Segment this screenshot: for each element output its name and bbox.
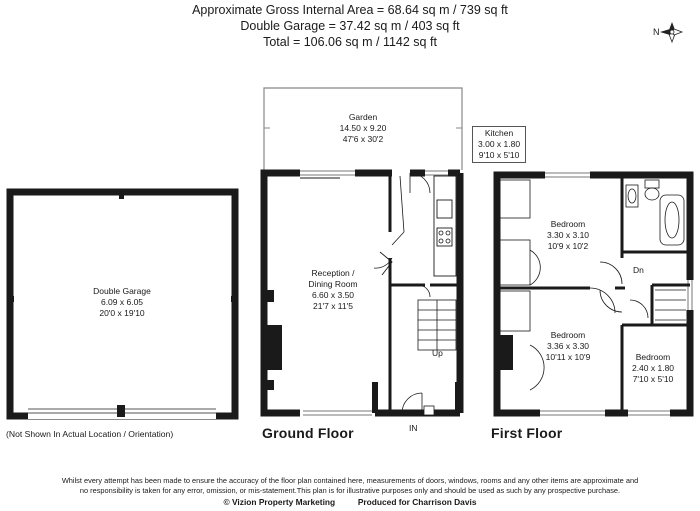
garden-metric: 14.50 x 9.20 [339,123,387,133]
reception-metric: 6.60 x 3.50 [311,290,355,300]
ground-floor-title: Ground Floor [262,425,354,441]
reception-imperial: 21'7 x 11'5 [313,301,353,311]
kitchen-label [472,126,526,163]
bedroom-2-metric: 3.36 x 3.30 [546,341,590,351]
bedroom-3-label [632,352,674,385]
stairs-up-label: Up [432,348,443,358]
reception-name-line1: Reception / [311,268,355,278]
kitchen-imperial: 9'10 x 5'10 [478,150,520,160]
entrance-label: IN [409,423,418,433]
reception-label [308,268,357,312]
bedroom-2-imperial: 10'11 x 10'9 [545,352,591,362]
garage-imperial: 20'0 x 19'10 [99,308,145,318]
bedroom-3-name: Bedroom [635,352,671,362]
bedroom-3-imperial: 7'10 x 5'10 [632,374,674,384]
garage-label [93,286,151,319]
bedroom-1-metric: 3.30 x 3.10 [546,230,590,240]
bedroom-1-label [547,219,589,252]
stairs-down-label: Dn [633,265,644,275]
kitchen-name: Kitchen [484,128,514,138]
bedroom-1-imperial: 10'9 x 10'2 [547,241,589,251]
disclaimer-line-2: no responsibility is taken for any error, omission, or mis-statement.This plan is for illustrative purposes only and should be used as such by any prospective purchase. [79,486,621,495]
credit-right: Produced for Charrison Davis [357,497,477,507]
kitchen-metric: 3.00 x 1.80 [478,139,521,149]
bedroom-2-label [546,330,591,363]
ground-floor-plan [264,171,461,415]
bedroom-3-metric: 2.40 x 1.80 [631,363,675,373]
credits [0,497,700,507]
bedroom-2-name: Bedroom [550,330,586,340]
bedroom-1-name: Bedroom [550,219,586,229]
reception-name-line2: Dining Room [308,279,358,289]
compass-north-label: N [653,27,660,37]
compass-icon [660,22,682,42]
garden-imperial: 47'6 x 30'2 [342,134,384,144]
garage-note: (Not Shown In Actual Location / Orientation) [6,429,174,439]
garage-area-text: Double Garage = 37.42 sq m / 403 sq ft [240,19,460,33]
gross-area-text: Approximate Gross Internal Area = 68.64 sq m / 739 sq ft [192,3,508,17]
garden-label [340,112,387,145]
first-floor-title: First Floor [491,425,563,441]
disclaimer-line-1: Whilst every attempt has been made to ensure the accuracy of the floor plan contained here, measurements of doors, windows, rooms and any other items are approximate and [61,476,639,485]
total-area-text: Total = 106.06 sq m / 1142 sq ft [263,35,437,49]
garage-name: Double Garage [93,286,151,296]
garden-name: Garden [348,112,378,122]
garage-metric: 6.09 x 6.05 [100,297,144,307]
credit-left: © Vizion Property Marketing [223,497,336,507]
